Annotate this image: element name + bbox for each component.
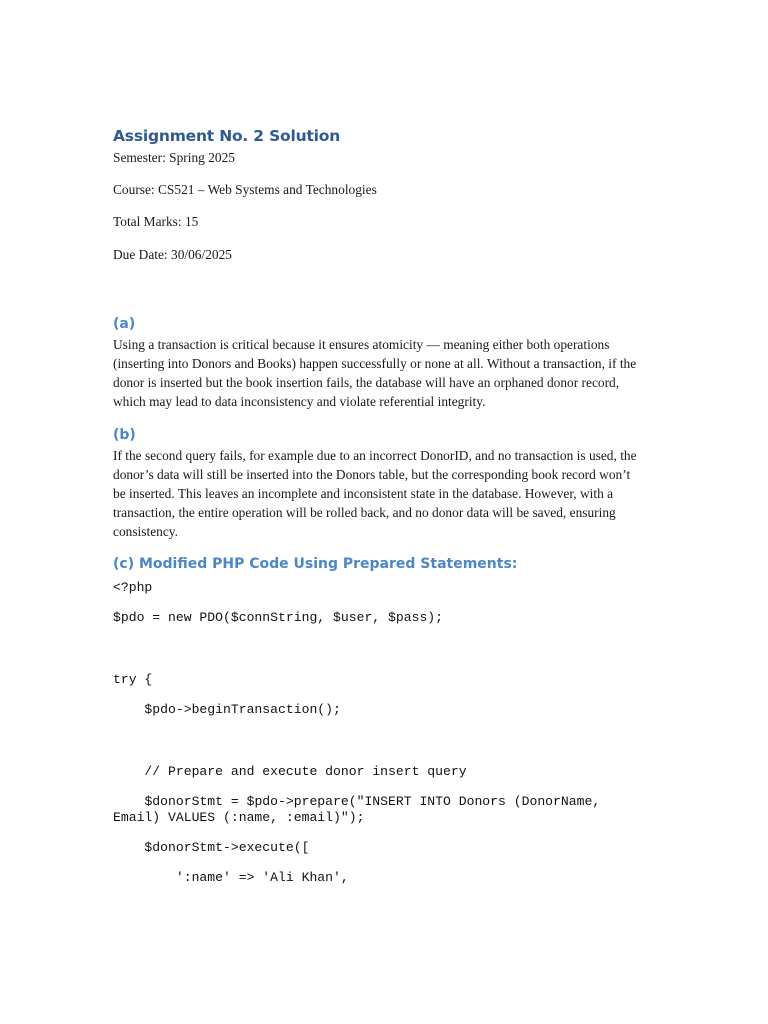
php-code-block <box>113 580 643 886</box>
section-c-heading: (c) Modified PHP Code Using Prepared Statements: <box>113 555 518 572</box>
section-a-heading: (a) <box>113 315 136 332</box>
code-line: $pdo = new PDO($connString, $user, $pass); <box>113 609 444 625</box>
section-b-heading: (b) <box>113 426 136 443</box>
code-line: $pdo->beginTransaction(); <box>113 701 341 717</box>
code-line: $donorStmt = $pdo->prepare("INSERT INTO Donors (DonorName, Email) VALUES (:name, :email)"); <box>113 793 609 825</box>
document-content <box>113 124 643 886</box>
code-line: // Prepare and execute donor insert query <box>113 763 467 779</box>
code-line: try { <box>113 671 153 687</box>
code-line: ':name' => 'Ali Khan', <box>113 869 349 885</box>
total-marks-line: Total Marks: 15 <box>113 214 199 230</box>
section-b-body: If the second query fails, for example due to an incorrect DonorID, and no transaction is used, the donor’s data will still be inserted into the Donors table, but the corresponding book record won’t be inserted. This leaves an incomplete and inconsistent state in the database. However, with a transaction, the entire operation will be rolled back, and no donor data will be saved, ensuring consistency. <box>113 447 637 540</box>
due-date-line: Due Date: 30/06/2025 <box>113 246 233 262</box>
code-line: $donorStmt->execute([ <box>113 839 310 855</box>
section-a-body: Using a transaction is critical because it ensures atomicity — meaning either both operations (inserting into Donors and Books) happen successfully or none at all. Without a transaction, if the donor is inserted but the book insertion fails, the database will have an orphaned donor record, which may lead to data inconsistency and violate referential integrity. <box>113 336 637 410</box>
course-line: Course: CS521 – Web Systems and Technologies <box>113 182 377 198</box>
document-title: Assignment No. 2 Solution <box>113 127 341 145</box>
code-line: <?php <box>113 579 153 595</box>
semester-line: Semester: Spring 2025 <box>113 150 235 165</box>
section-spacer <box>113 277 643 314</box>
